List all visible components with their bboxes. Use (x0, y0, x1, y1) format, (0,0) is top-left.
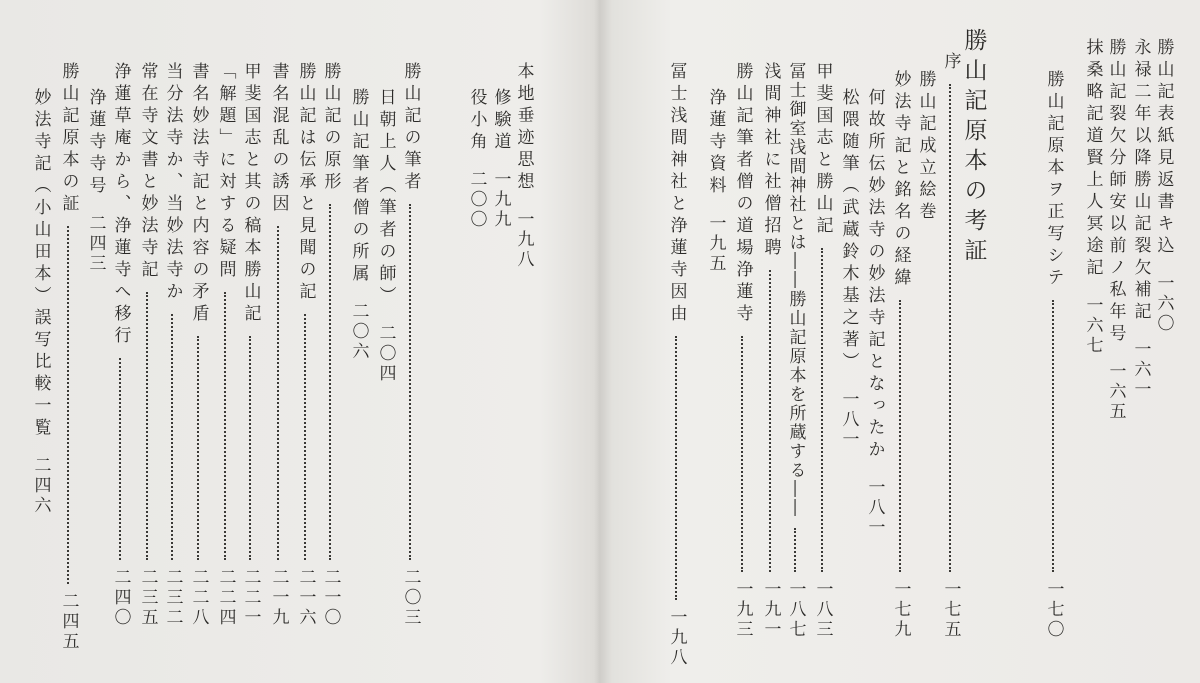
toc-entry-title: 序 (940, 52, 961, 74)
toc-page-number: 一八一 (838, 390, 859, 450)
toc-page-number: 二四〇 (110, 568, 131, 628)
toc-entry (760, 62, 780, 640)
dot-leader (899, 300, 901, 572)
toc-entry (812, 62, 832, 640)
toc-entry-title: 甲斐国志と其の稿本勝山記 (240, 62, 261, 326)
section-title: 勝山記原本の考証 (960, 28, 987, 268)
toc-entry-title: 書名妙法寺記と内容の矛盾 (188, 62, 209, 326)
toc-page-number: 一八三 (812, 580, 833, 640)
toc-page-number: 二〇六 (348, 302, 369, 362)
toc-entry (58, 62, 78, 652)
toc-page-number: 二一九 (268, 568, 289, 628)
toc-page-number: 二一〇 (320, 568, 341, 628)
toc-page-number: 一九九 (490, 170, 511, 230)
dot-leader (1052, 300, 1054, 572)
toc-entry (705, 88, 725, 274)
toc-page-number: 二〇四 (375, 324, 396, 384)
toc-page-number: 二二一 (240, 568, 261, 628)
dot-leader (249, 336, 251, 560)
toc-entry-title: 冨士御室浅間神社とは――勝山記原本を所蔵する―― (785, 62, 806, 518)
dot-leader (329, 204, 331, 560)
toc-page-number: 二四五 (58, 592, 79, 652)
toc-entry (466, 88, 486, 230)
toc-entry-title: 妙法寺記と銘名の経緯 (890, 70, 911, 290)
toc-entry (1043, 70, 1063, 640)
toc-entry-title: 勝山記原本ヲ正写シテ (1043, 70, 1064, 290)
toc-entry (1082, 38, 1102, 356)
dot-leader (67, 226, 69, 584)
toc-page-number: 一九三 (732, 580, 753, 640)
toc-page-number: 一九八 (666, 608, 687, 668)
toc-page-number: 二〇〇 (466, 170, 487, 230)
toc-entry-title: 勝山記の原形 (320, 62, 341, 194)
toc-entry-title: 「解題」に対する疑問 (215, 62, 236, 282)
toc-entry (915, 70, 935, 224)
toc-page-number: 二一六 (295, 568, 316, 628)
toc-page-number: 二四三 (85, 214, 106, 274)
toc-page-number: 一六〇 (1153, 274, 1174, 334)
toc-entry (400, 62, 420, 628)
dot-leader (821, 248, 823, 572)
toc-entry (838, 88, 858, 450)
dot-leader (146, 292, 148, 560)
toc-entry (666, 62, 686, 668)
dot-leader (794, 528, 796, 572)
toc-entry-title: 日朝上人（筆者の師） (375, 88, 396, 308)
toc-page-number: 一九八 (513, 210, 534, 270)
toc-entry (785, 62, 805, 640)
toc-entry-title: 勝山記の筆者 (400, 62, 421, 194)
toc-entry (375, 88, 395, 384)
toc-page-number: 二〇三 (400, 568, 421, 628)
toc-page-number: 一八一 (864, 478, 885, 538)
dot-leader (277, 226, 279, 560)
dot-leader (675, 336, 677, 600)
toc-entry (1105, 38, 1125, 422)
toc-page-number: 一七五 (940, 580, 961, 640)
toc-entry-title: 書名混乱の誘因 (268, 62, 289, 216)
dot-leader (769, 270, 771, 572)
toc-entry (268, 62, 288, 628)
toc-page-number: 一七九 (890, 580, 911, 640)
toc-entry (940, 52, 960, 640)
toc-entry (30, 88, 50, 516)
toc-entry-title: 勝山記裂欠分師安以前ノ私年号 (1105, 38, 1126, 346)
dot-leader (197, 336, 199, 560)
toc-entry-title: 勝山記原本の証 (58, 62, 79, 216)
toc-entry-title: 勝山記筆者僧の道場浄蓮寺 (732, 62, 753, 326)
toc-entry (215, 62, 235, 628)
toc-page-number: 二四六 (30, 456, 51, 516)
toc-entry-title: 甲斐国志と勝山記 (812, 62, 833, 238)
toc-entry-title: 役小角 (466, 88, 487, 154)
toc-entry (85, 88, 105, 274)
dot-leader (304, 314, 306, 560)
toc-entry (890, 70, 910, 640)
toc-entry (137, 62, 157, 628)
toc-entry-title: 修験道 (490, 88, 511, 154)
dot-leader (949, 84, 951, 572)
toc-entry (320, 62, 340, 628)
dot-leader (741, 336, 743, 572)
toc-page-number: 一六七 (1082, 296, 1103, 356)
toc-page-number: 二二四 (215, 568, 236, 628)
toc-entry-title: 勝山記筆者僧の所属 (348, 88, 369, 286)
toc-page-number: 一七〇 (1043, 580, 1064, 640)
toc-entry (240, 62, 260, 628)
toc-entry-title: 浄蓮草庵から、浄蓮寺へ移行 (110, 62, 131, 348)
toc-entry-title: 常在寺文書と妙法寺記 (137, 62, 158, 282)
right-page (600, 0, 1200, 683)
toc-entry (162, 62, 182, 628)
dot-leader (224, 292, 226, 560)
toc-entry-title: 浅間神社に社僧招聘 (760, 62, 781, 260)
toc-entry-title: 松隈随筆（武蔵鈴木基之著） (838, 88, 859, 374)
toc-entry-title: 冨士浅間神社と浄蓮寺因由 (666, 62, 687, 326)
toc-entry (490, 88, 510, 230)
toc-entry-title: 浄蓮寺資料 (705, 88, 726, 198)
toc-entry-title: 妙法寺記（小山田本）誤写比較一覧 (30, 88, 51, 440)
toc-entry-title: 勝山記成立絵巻 (915, 70, 936, 224)
toc-entry (188, 62, 208, 628)
toc-entry-title: 抹桑略記道賢上人冥途記 (1082, 38, 1103, 280)
toc-page-number: 二三二 (162, 568, 183, 628)
toc-entry (1153, 38, 1173, 334)
toc-entry-title: 勝山記表紙見返書キ込 (1153, 38, 1174, 258)
toc-entry (110, 62, 130, 628)
toc-entry (864, 88, 884, 538)
dot-leader (119, 358, 121, 560)
toc-entry (513, 62, 533, 270)
toc-page-number: 一九一 (760, 580, 781, 640)
toc-entry-title: 当分法寺か、当妙法寺か (162, 62, 183, 304)
toc-page-number: 二三五 (137, 568, 158, 628)
toc-entry-title: 永禄二年以降勝山記裂欠補記 (1130, 38, 1151, 324)
toc-page-number: 一八七 (785, 580, 806, 640)
dot-leader (409, 204, 411, 560)
toc-page-number: 一六一 (1130, 340, 1151, 400)
toc-entry (732, 62, 752, 640)
toc-entry (348, 88, 368, 362)
toc-page-number: 二二八 (188, 568, 209, 628)
toc-page-number: 一六五 (1105, 362, 1126, 422)
toc-entry (295, 62, 315, 628)
dot-leader (171, 314, 173, 560)
toc-entry-title: 浄蓮寺寺号 (85, 88, 106, 198)
toc-entry-title: 何故所伝妙法寺の妙法寺記となったか (864, 88, 885, 462)
toc-entry (1130, 38, 1150, 400)
toc-page-number: 一九五 (705, 214, 726, 274)
toc-entry-title: 本地垂迹思想 (513, 62, 534, 194)
toc-entry-title: 勝山記は伝承と見聞の記 (295, 62, 316, 304)
